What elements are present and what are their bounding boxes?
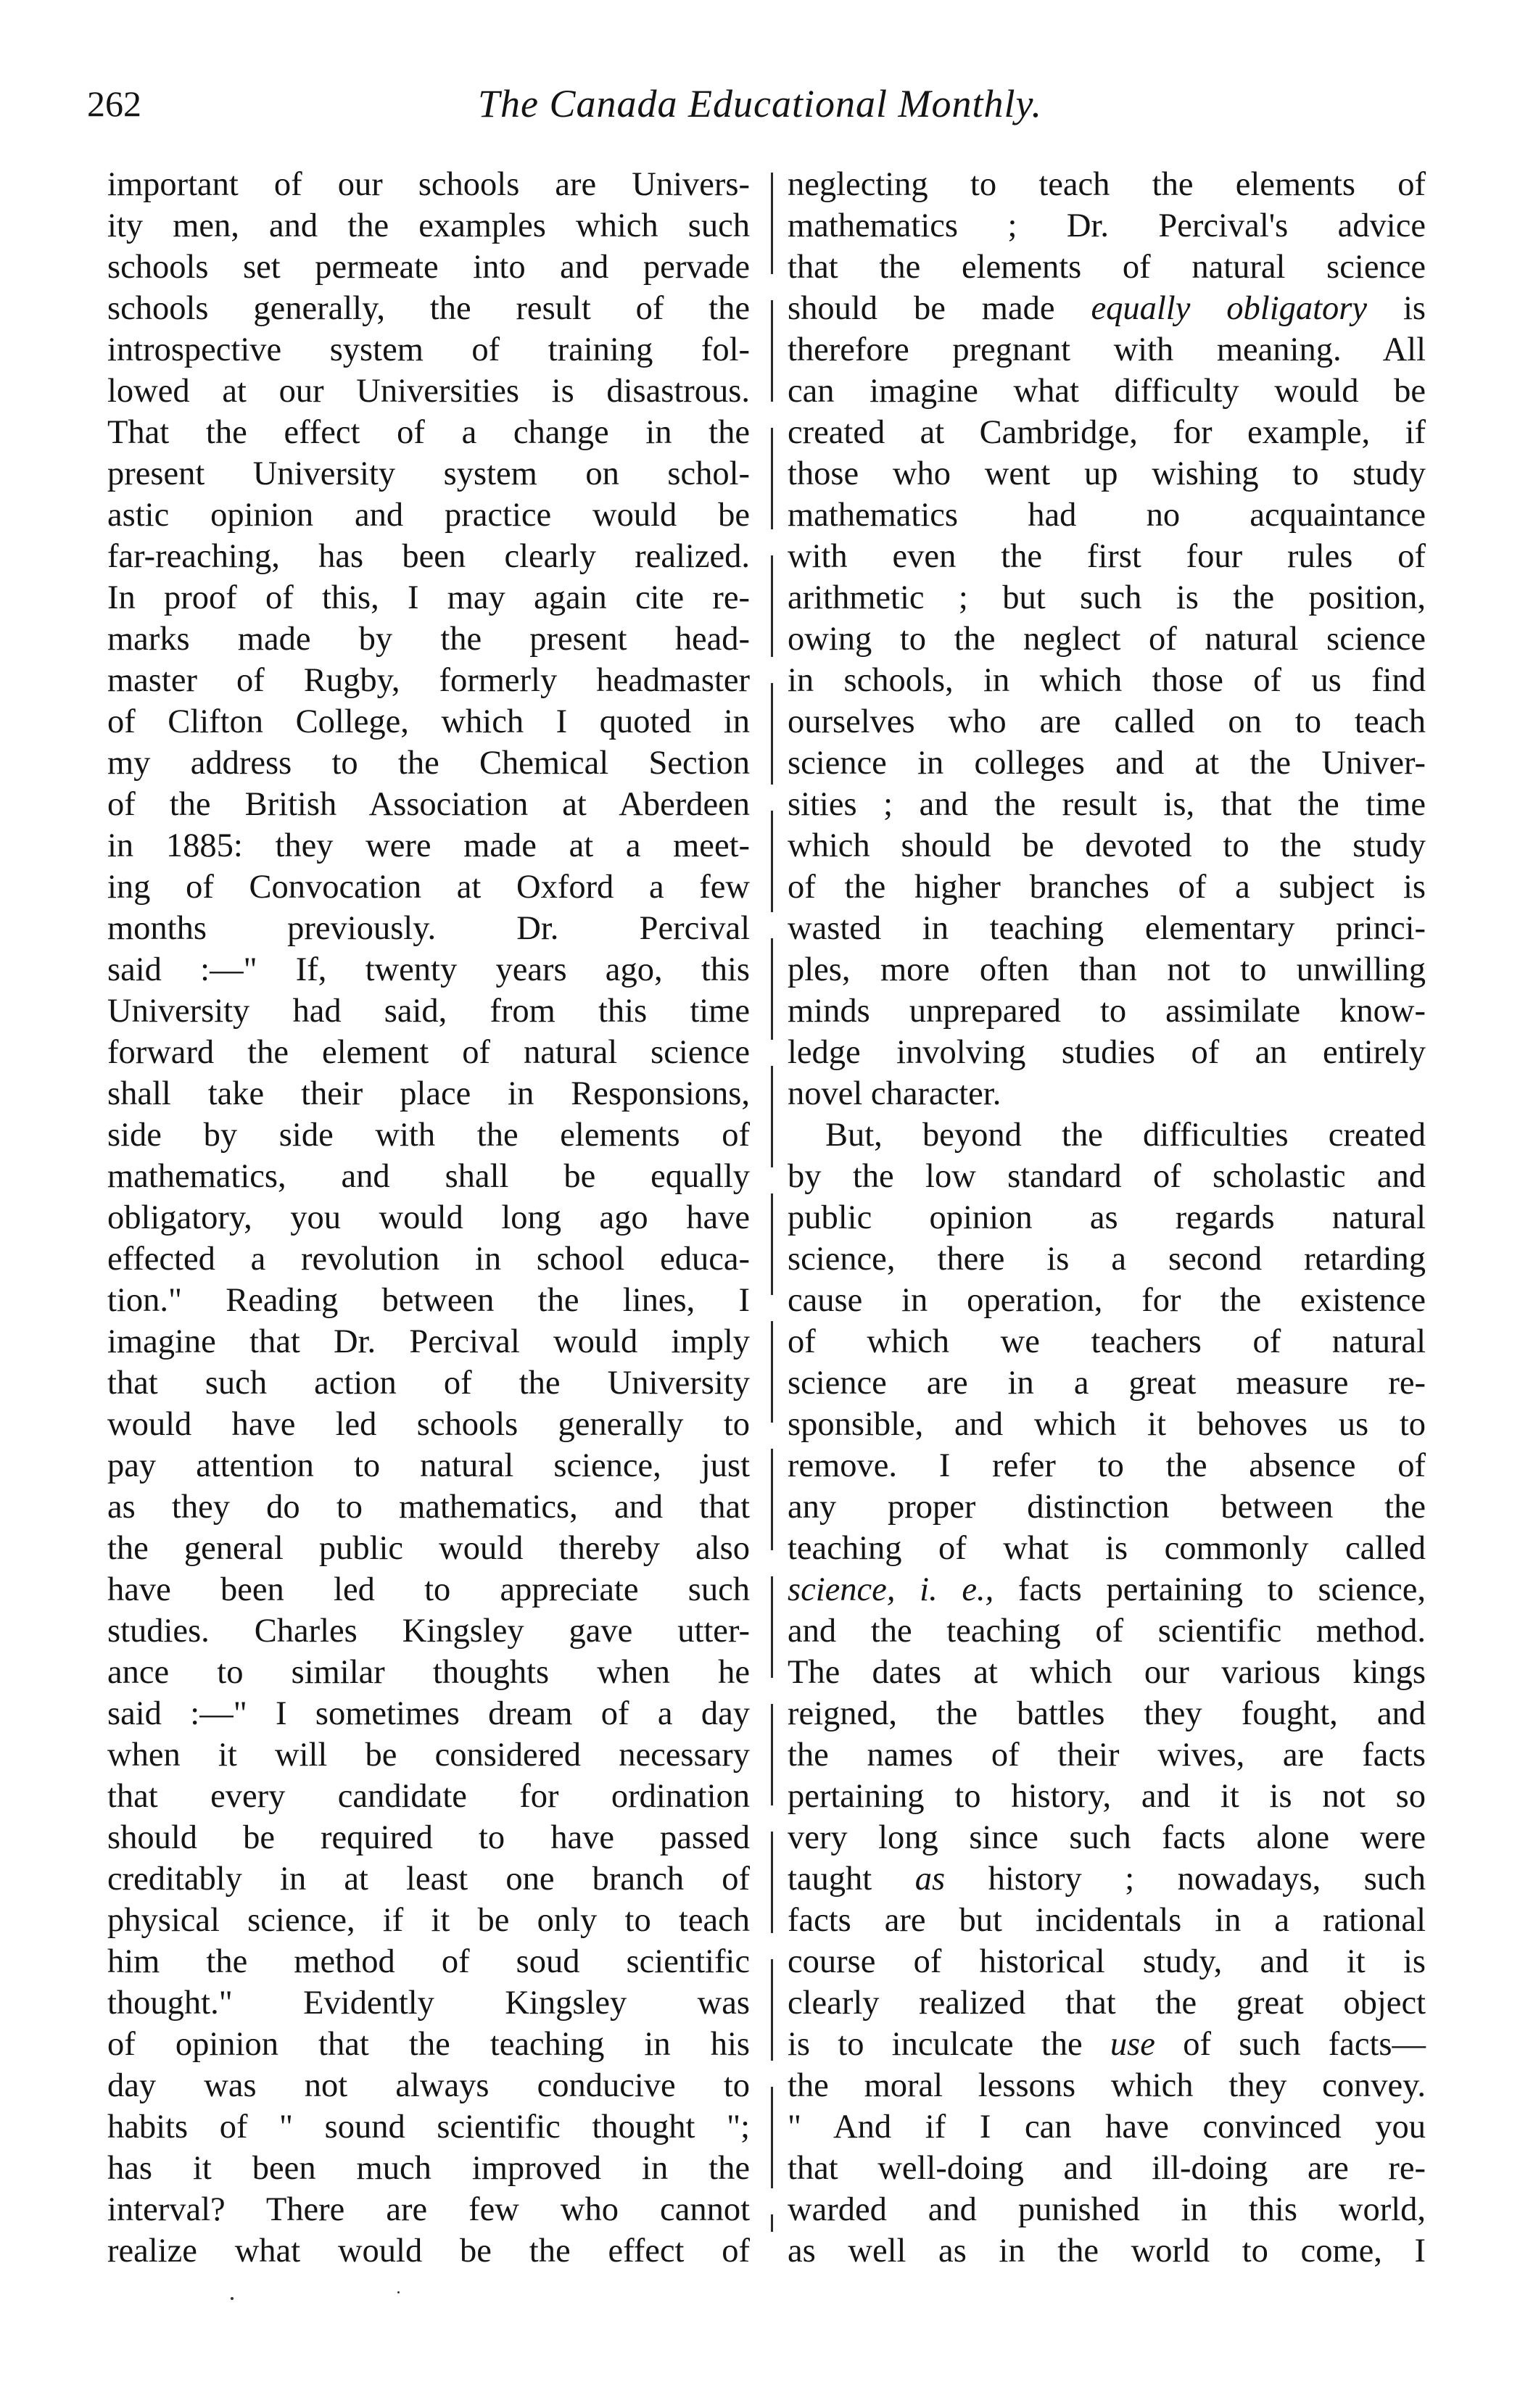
text-line: clearly realized that the great object	[788, 1985, 1426, 2022]
text-line: creditably in at least one branch of	[107, 1861, 750, 1898]
text-line: mathematics ; Dr. Percival's advice	[788, 207, 1426, 244]
left-column	[107, 164, 750, 2272]
text-line: would have led schools generally to	[107, 1406, 750, 1443]
text-line: physical science, if it be only to teach	[107, 1902, 750, 1939]
page-number: 262	[87, 83, 141, 124]
text-line: neglecting to teach the elements of	[788, 166, 1426, 203]
text-line: science are in a great measure re-	[788, 1365, 1426, 1402]
text-fragment: facts pertaining to science,	[994, 1571, 1426, 1608]
column-rule	[771, 173, 773, 2232]
text-line: effected a revolution in school educa-	[107, 1241, 750, 1278]
journal-title: The Canada Educational Monthly.	[478, 82, 1042, 125]
text-fragment: history ; nowadays, such	[945, 1861, 1426, 1898]
text-line: the general public would thereby also	[107, 1530, 750, 1567]
text-line: as they do to mathematics, and that	[107, 1489, 750, 1526]
text-line: obligatory, you would long ago have	[107, 1199, 750, 1236]
text-line: mathematics had no acquaintance	[788, 497, 1426, 534]
text-line: ourselves who are called on to teach	[788, 703, 1426, 740]
text-line: imagine that Dr. Percival would imply	[107, 1323, 750, 1360]
text-line: him the method of soud scientific	[107, 1943, 750, 1980]
text-line: owing to the neglect of natural science	[788, 621, 1426, 658]
text-fragment: of such facts—	[1155, 2026, 1426, 2063]
text-line: ance to similar thoughts when he	[107, 1654, 750, 1691]
text-line: created at Cambridge, for example, if	[788, 414, 1426, 451]
italic-phrase: science, i. e.,	[788, 1571, 994, 1608]
text-line: said :—" If, twenty years ago, this	[107, 951, 750, 988]
text-line: science in colleges and at the Univer-	[788, 745, 1426, 782]
text-line: teaching of what is commonly called	[788, 1530, 1426, 1567]
text-line: present University system on schol-	[107, 455, 750, 492]
text-line: thought." Evidently Kingsley was	[107, 1985, 750, 2022]
print-speck	[231, 2297, 234, 2300]
text-line: mathematics, and shall be equally	[107, 1158, 750, 1195]
text-line: as well as in the world to come, I	[788, 2233, 1426, 2270]
text-line: cause in operation, for the existence	[788, 1282, 1426, 1319]
text-line: has it been much improved in the	[107, 2150, 750, 2187]
running-header	[87, 78, 1433, 129]
text-line: very long since such facts alone were	[788, 1819, 1426, 1856]
text-line: which should be devoted to the study	[788, 827, 1426, 864]
text-line: pertaining to history, and it is not so	[788, 1778, 1426, 1815]
text-line: remove. I refer to the absence of	[788, 1447, 1426, 1484]
text-line	[788, 288, 1426, 329]
text-line: realize what would be the effect of	[107, 2233, 750, 2270]
text-line: side by side with the elements of	[107, 1117, 750, 1154]
text-line: said :—" I sometimes dream of a day	[107, 1695, 750, 1732]
text-line: shall take their place in Responsions,	[107, 1075, 750, 1112]
text-line: that well-doing and ill-doing are re-	[788, 2150, 1426, 2187]
text-line: facts are but incidentals in a rational	[788, 1902, 1426, 1939]
text-line: ledge involving studies of an entirely	[788, 1034, 1426, 1071]
text-line	[788, 1569, 1426, 1610]
text-line: can imagine what difficulty would be	[788, 373, 1426, 410]
text-line: lowed at our Universities is disastrous.	[107, 373, 750, 410]
text-line: by the low standard of scholastic and	[788, 1158, 1426, 1195]
text-line	[788, 2024, 1426, 2065]
text-line: studies. Charles Kingsley gave utter-	[107, 1613, 750, 1650]
text-line: ing of Convocation at Oxford a few	[107, 869, 750, 906]
text-line: of Clifton College, which I quoted in	[107, 703, 750, 740]
text-line: months previously. Dr. Percival	[107, 910, 750, 947]
text-line: course of historical study, and it is	[788, 1943, 1426, 1980]
italic-word: use	[1110, 2026, 1155, 2063]
text-line: pay attention to natural science, just	[107, 1447, 750, 1484]
print-speck	[397, 2291, 400, 2293]
text-line: should be required to have passed	[107, 1819, 750, 1856]
text-line: and the teaching of scientific method.	[788, 1613, 1426, 1650]
text-line: science, there is a second retarding	[788, 1241, 1426, 1278]
italic-phrase: equally obligatory	[1091, 290, 1368, 327]
text-line: warded and punished in this world,	[788, 2191, 1426, 2228]
text-line: sities ; and the result is, that the time	[788, 786, 1426, 823]
text-line: University had said, from this time	[107, 993, 750, 1030]
text-line: ity men, and the examples which such	[107, 207, 750, 244]
text-line: have been led to appreciate such	[107, 1571, 750, 1608]
text-line: The dates at which our various kings	[788, 1654, 1426, 1691]
text-line: of which we teachers of natural	[788, 1323, 1426, 1360]
text-line: marks made by the present head-	[107, 621, 750, 658]
text-line: schools generally, the result of the	[107, 290, 750, 327]
text-line: introspective system of training fol-	[107, 331, 750, 368]
text-line: ples, more often than not to unwilling	[788, 951, 1426, 988]
text-line: in 1885: they were made at a meet-	[107, 827, 750, 864]
text-line: tion." Reading between the lines, I	[107, 1282, 750, 1319]
text-line: arithmetic ; but such is the position,	[788, 579, 1426, 616]
text-fragment: should be made	[788, 290, 1091, 327]
text-line: of opinion that the teaching in his	[107, 2026, 750, 2063]
text-line	[788, 1858, 1426, 1900]
right-column	[788, 164, 1426, 2272]
text-line: of the British Association at Aberdeen	[107, 786, 750, 823]
text-line: sponsible, and which it behoves us to	[788, 1406, 1426, 1443]
text-line: forward the element of natural science	[107, 1034, 750, 1071]
text-line: of the higher branches of a subject is	[788, 869, 1426, 906]
text-line: public opinion as regards natural	[788, 1199, 1426, 1236]
text-line: that such action of the University	[107, 1365, 750, 1402]
text-line: interval? There are few who cannot	[107, 2191, 750, 2228]
text-line: master of Rugby, formerly headmaster	[107, 662, 750, 699]
text-line: my address to the Chemical Section	[107, 745, 750, 782]
text-line: those who went up wishing to study	[788, 455, 1426, 492]
text-line: But, beyond the difficulties created	[825, 1117, 1426, 1154]
text-line: astic opinion and practice would be	[107, 497, 750, 534]
text-line: That the effect of a change in the	[107, 414, 750, 451]
text-line: any proper distinction between the	[788, 1489, 1426, 1526]
text-line: " And if I can have convinced you	[788, 2109, 1426, 2146]
text-line: the moral lessons which they convey.	[788, 2067, 1426, 2104]
text-line: habits of " sound scientific thought ";	[107, 2109, 750, 2146]
text-line: in schools, in which those of us find	[788, 662, 1426, 699]
text-fragment: is	[1367, 290, 1426, 327]
text-line: when it will be considered necessary	[107, 1737, 750, 1774]
text-line: therefore pregnant with meaning. All	[788, 331, 1426, 368]
text-line: schools set permeate into and pervade	[107, 249, 750, 286]
text-fragment: is to inculcate the	[788, 2026, 1110, 2063]
text-line: that the elements of natural science	[788, 249, 1426, 286]
italic-word: as	[914, 1861, 946, 1898]
text-line: the names of their wives, are facts	[788, 1737, 1426, 1774]
text-line: minds unprepared to assimilate know-	[788, 993, 1426, 1030]
text-line: that every candidate for ordination	[107, 1778, 750, 1815]
text-fragment: taught	[788, 1861, 915, 1898]
text-line: reigned, the battles they fought, and	[788, 1695, 1426, 1732]
text-line: In proof of this, I may again cite re-	[107, 579, 750, 616]
text-line: important of our schools are Univers-	[107, 166, 750, 203]
text-line: novel character.	[788, 1075, 1001, 1112]
text-line: day was not always conducive to	[107, 2067, 750, 2104]
text-line: with even the first four rules of	[788, 538, 1426, 575]
text-line: far-reaching, has been clearly realized.	[107, 538, 750, 575]
text-line: wasted in teaching elementary princi-	[788, 910, 1426, 947]
